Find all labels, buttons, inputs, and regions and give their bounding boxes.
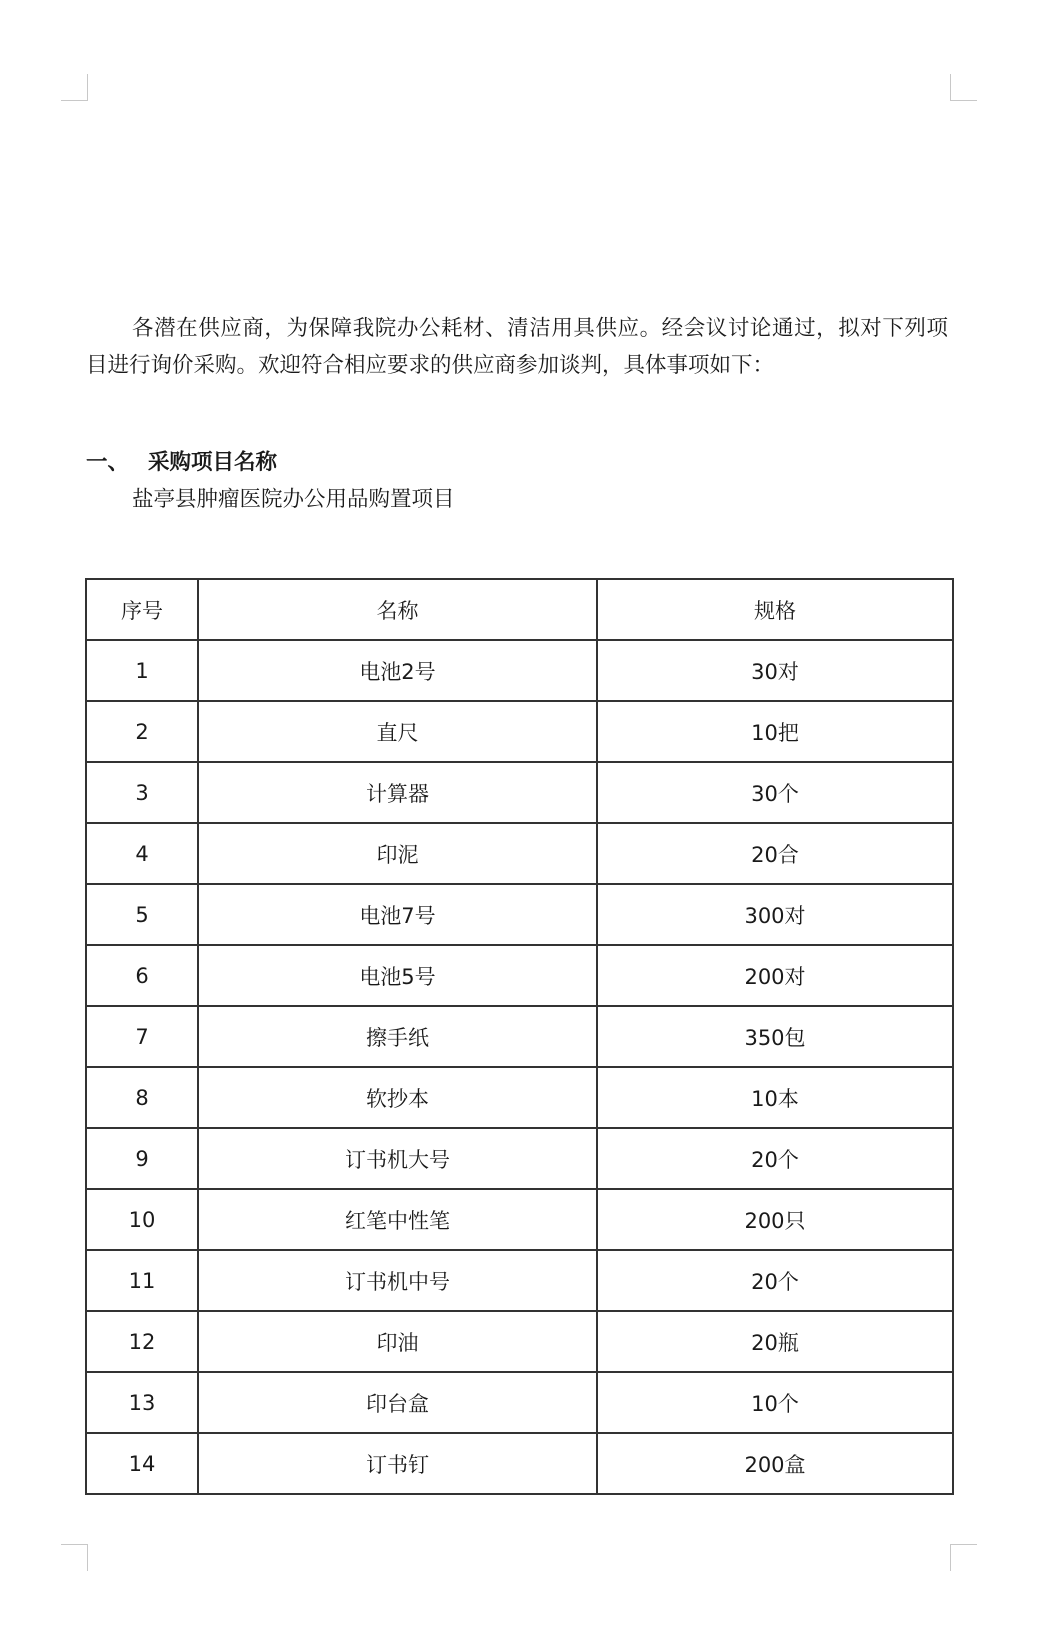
cell-no: 14 bbox=[86, 1433, 198, 1494]
cell-spec: 200对 bbox=[597, 945, 953, 1006]
table-header-row bbox=[86, 579, 953, 640]
section-heading bbox=[86, 447, 277, 479]
table-row bbox=[86, 884, 953, 945]
cell-name: 红笔中性笔 bbox=[198, 1189, 597, 1250]
cell-spec: 30个 bbox=[597, 762, 953, 823]
cell-name: 电池7号 bbox=[198, 884, 597, 945]
table-row bbox=[86, 1067, 953, 1128]
cell-spec: 10本 bbox=[597, 1067, 953, 1128]
cell-name: 印油 bbox=[198, 1311, 597, 1372]
cell-spec: 20个 bbox=[597, 1250, 953, 1311]
cell-name: 印台盒 bbox=[198, 1372, 597, 1433]
cell-no: 5 bbox=[86, 884, 198, 945]
cell-no: 7 bbox=[86, 1006, 198, 1067]
cell-no: 10 bbox=[86, 1189, 198, 1250]
table-row bbox=[86, 823, 953, 884]
table-row bbox=[86, 1311, 953, 1372]
cell-name: 擦手纸 bbox=[198, 1006, 597, 1067]
cell-spec: 10个 bbox=[597, 1372, 953, 1433]
table-body bbox=[86, 640, 953, 1494]
table-row bbox=[86, 640, 953, 701]
cell-spec: 200只 bbox=[597, 1189, 953, 1250]
cell-name: 电池5号 bbox=[198, 945, 597, 1006]
crop-mark-bottom-right bbox=[950, 1544, 977, 1571]
cell-name: 软抄本 bbox=[198, 1067, 597, 1128]
cell-name: 印泥 bbox=[198, 823, 597, 884]
cell-spec: 350包 bbox=[597, 1006, 953, 1067]
cell-no: 11 bbox=[86, 1250, 198, 1311]
cell-no: 12 bbox=[86, 1311, 198, 1372]
cell-spec: 20瓶 bbox=[597, 1311, 953, 1372]
table-row bbox=[86, 1250, 953, 1311]
procurement-table bbox=[85, 578, 954, 1495]
cell-no: 2 bbox=[86, 701, 198, 762]
header-spec: 规格 bbox=[597, 579, 953, 640]
cell-no: 6 bbox=[86, 945, 198, 1006]
table-row bbox=[86, 1128, 953, 1189]
section-number: 一、 bbox=[86, 450, 130, 475]
cell-name: 直尺 bbox=[198, 701, 597, 762]
cell-spec: 20个 bbox=[597, 1128, 953, 1189]
table-row bbox=[86, 701, 953, 762]
cell-name: 计算器 bbox=[198, 762, 597, 823]
intro-paragraph: 各潜在供应商，为保障我院办公耗材、清洁用具供应。经会议讨论通过，拟对下列项目进行询价采购。欢迎符合相应要求的供应商参加谈判，具体事项如下： bbox=[86, 316, 948, 378]
cell-name: 订书钉 bbox=[198, 1433, 597, 1494]
cell-no: 4 bbox=[86, 823, 198, 884]
cell-no: 9 bbox=[86, 1128, 198, 1189]
cell-name: 订书机大号 bbox=[198, 1128, 597, 1189]
table-row bbox=[86, 1372, 953, 1433]
cell-name: 电池2号 bbox=[198, 640, 597, 701]
crop-mark-bottom-left bbox=[61, 1544, 88, 1571]
cell-spec: 10把 bbox=[597, 701, 953, 762]
cell-no: 13 bbox=[86, 1372, 198, 1433]
header-no: 序号 bbox=[86, 579, 198, 640]
table-row bbox=[86, 945, 953, 1006]
header-name: 名称 bbox=[198, 579, 597, 640]
cell-spec: 200盒 bbox=[597, 1433, 953, 1494]
project-name: 盐亭县肿瘤医院办公用品购置项目 bbox=[132, 487, 455, 512]
table-row bbox=[86, 1433, 953, 1494]
cell-no: 3 bbox=[86, 762, 198, 823]
cell-name: 订书机中号 bbox=[198, 1250, 597, 1311]
cell-no: 1 bbox=[86, 640, 198, 701]
cell-no: 8 bbox=[86, 1067, 198, 1128]
cell-spec: 20合 bbox=[597, 823, 953, 884]
crop-mark-top-left bbox=[61, 74, 88, 101]
cell-spec: 30对 bbox=[597, 640, 953, 701]
table-row bbox=[86, 1006, 953, 1067]
crop-mark-top-right bbox=[950, 74, 977, 101]
table-row bbox=[86, 1189, 953, 1250]
table-row bbox=[86, 762, 953, 823]
section-title: 采购项目名称 bbox=[148, 450, 278, 475]
cell-spec: 300对 bbox=[597, 884, 953, 945]
